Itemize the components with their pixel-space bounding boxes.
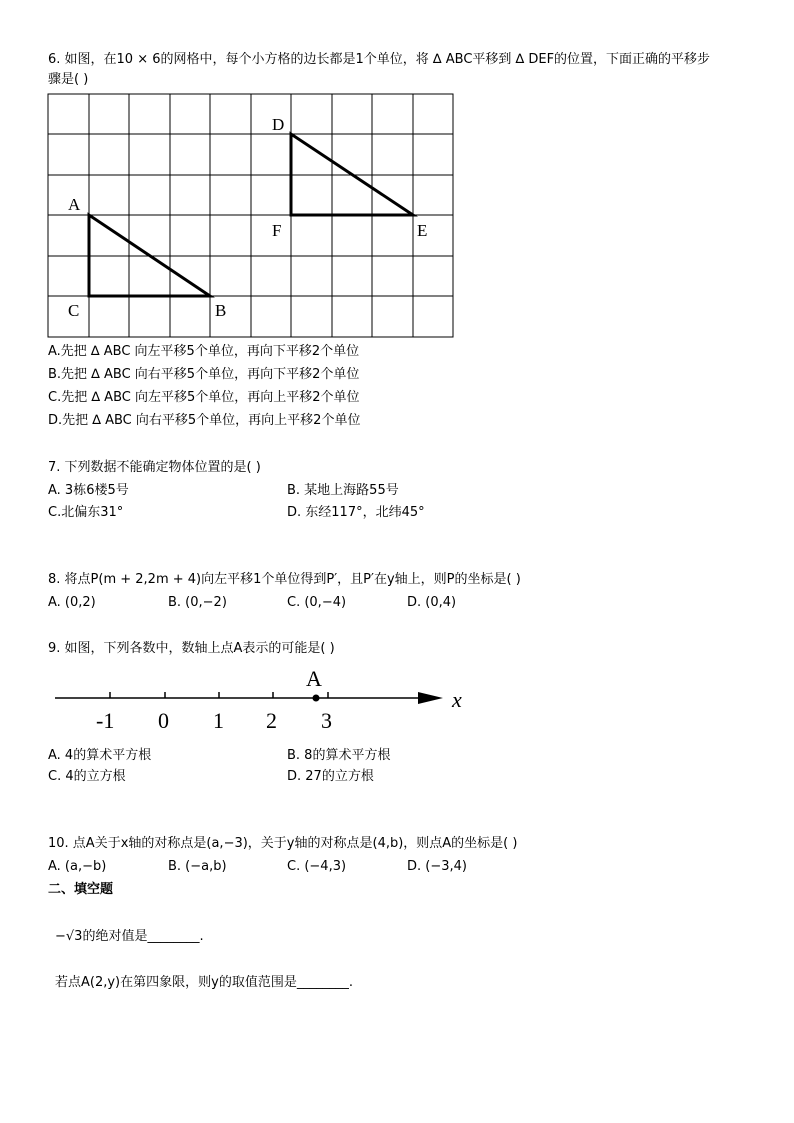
- q10-option-d: D. (−3,4): [407, 859, 467, 874]
- q10-option-c: C. (−4,3): [287, 859, 347, 874]
- point-a: [313, 695, 320, 702]
- label-f: F: [272, 221, 282, 240]
- axis-arrow-icon: [418, 692, 443, 704]
- q7-stem: 7. 下列数据不能确定物体位置的是( ): [48, 460, 261, 475]
- q6-stem-line1: 6. 如图，在10 × 6的网格中，每个小方格的边长都是1个单位，将 ∆ ABC平移到 ∆ DEF的位置，下面正确的平移步: [48, 52, 711, 67]
- tick-label-0: 0: [158, 708, 169, 733]
- label-e: E: [417, 221, 428, 240]
- q8-option-c: C. (0,−4): [287, 595, 347, 610]
- label-b: B: [215, 301, 227, 320]
- tick-label-3: 3: [321, 708, 332, 733]
- q10-option-b: B. (−a,b): [168, 859, 227, 874]
- tick-label-neg1: -1: [96, 708, 115, 733]
- axis-label-x: x: [452, 687, 462, 712]
- label-d: D: [272, 115, 285, 134]
- q6-option-a: A.先把 ∆ ABC 向左平移5个单位，再向下平移2个单位: [48, 344, 360, 359]
- tick-label-2: 2: [266, 708, 277, 733]
- q10-stem: 10. 点A关于x轴的对称点是(a,−3)，关于y轴的对称点是(4,b)，则点A的坐标是( ): [48, 836, 518, 851]
- q6-grid-figure: [0, 0, 794, 360]
- fill-question-1: −√3的绝对值是________.: [55, 929, 204, 944]
- q6-option-d: D.先把 ∆ ABC 向右平移5个单位，再向上平移2个单位: [48, 413, 361, 428]
- q6-stem-line2: 骤是( ): [48, 72, 89, 87]
- q9-option-d: D. 27的立方根: [287, 769, 374, 784]
- q9-option-a: A. 4的算术平方根: [48, 748, 152, 763]
- label-a: A: [68, 195, 81, 214]
- fill-question-2: 若点A(2,y)在第四象限，则y的取值范围是________.: [55, 975, 353, 990]
- q9-option-b: B. 8的算术平方根: [287, 748, 391, 763]
- point-a-label: A: [306, 666, 322, 691]
- q8-option-a: A. (0,2): [48, 595, 96, 610]
- q9-option-c: C. 4的立方根: [48, 769, 126, 784]
- q7-option-d: D. 东经117°，北纬45°: [287, 505, 425, 520]
- q8-option-b: B. (0,−2): [168, 595, 227, 610]
- q7-option-c: C.北偏东31°: [48, 505, 124, 520]
- q8-stem: 8. 将点P(m + 2,2m + 4)向左平移1个单位得到P′，且P′在y轴上，则P的坐标是( ): [48, 572, 521, 587]
- number-line-figure: [0, 660, 794, 740]
- q7-option-b: B. 某地上海路55号: [287, 483, 399, 498]
- q10-option-a: A. (a,−b): [48, 859, 107, 874]
- section-title: 二、填空题: [48, 882, 114, 897]
- q7-option-a: A. 3栋6楼5号: [48, 483, 129, 498]
- q9-stem: 9. 如图，下列各数中，数轴上点A表示的可能是( ): [48, 641, 335, 656]
- q6-option-c: C.先把 ∆ ABC 向左平移5个单位，再向上平移2个单位: [48, 390, 360, 405]
- q6-option-b: B.先把 ∆ ABC 向右平移5个单位，再向下平移2个单位: [48, 367, 360, 382]
- q8-option-d: D. (0,4): [407, 595, 457, 610]
- label-c: C: [68, 301, 80, 320]
- tick-label-1: 1: [213, 708, 224, 733]
